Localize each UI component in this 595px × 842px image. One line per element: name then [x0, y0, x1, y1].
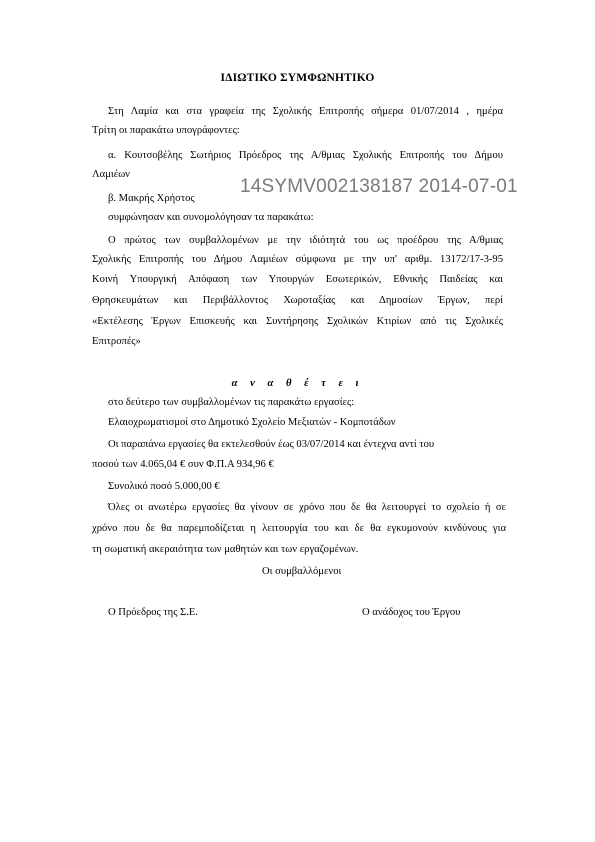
signature-left: Ο Πρόεδρος της Σ.Ε.: [108, 607, 198, 618]
first-party-line-3: Κοινή Υπουργική Απόφαση των Υπουργών Εσωτερικών, Εθνικής Παιδείας και: [92, 274, 503, 285]
party-a-line-2: Λαμιέων: [92, 169, 130, 180]
intro-line-1: Στη Λαμία και στα γραφεία της Σχολικής Επιτροπής σήμερα 01/07/2014 , ημέρα: [108, 106, 503, 117]
document-watermark: 14SYMV002138187 2014-07-01: [240, 176, 518, 197]
party-a-line-1: α. Κουτσοβέλης Σωτήριος Πρόεδρος της Α/θμιας Σχολικής Επιτροπής του Δήμου: [108, 150, 503, 161]
conditions-line-3: τη σωματική ακεραιότητα των μαθητών και των εργαζομένων.: [92, 544, 359, 555]
total-amount: Συνολικό ποσό 5.000,00 €: [108, 481, 220, 492]
conditions-line-1: Όλες οι ανωτέρω εργασίες θα γίνουν σε χρόνο που δε θα λειτουργεί το σχολείο ή σε: [108, 502, 506, 513]
first-party-line-5: «Εκτέλεσης Έργων Επισκευής και Συντήρησης Σχολικών Κτιρίων από τις Σχολικές: [92, 316, 503, 327]
agreed-line: συμφώνησαν και συνομολόγησαν τα παρακάτω:: [108, 212, 314, 223]
assigns-heading: α ν α θ έ τ ε ι: [231, 378, 364, 389]
second-party-line: στο δεύτερο των συμβαλλομένων τις παρακάτω εργασίες:: [108, 397, 355, 408]
execution-line-1: Οι παραπάνω εργασίες θα εκτελεσθούν έως 03/07/2014 και έντεχνα αντί του: [108, 439, 435, 450]
document-title: ΙΔΙΩΤΙΚΟ ΣΥΜΦΩΝΗΤΙΚΟ: [220, 72, 375, 84]
intro-line-2: Τρίτη οι παρακάτω υπογράφοντες:: [92, 125, 240, 136]
first-party-line-1: Ο πρώτος των συμβαλλομένων με την ιδιότητά του ως προέδρου της Α/θμιας: [108, 235, 503, 246]
first-party-line-6: Επιτροπές»: [92, 336, 141, 347]
contracting-parties: Οι συμβαλλόμενοι: [262, 566, 342, 577]
first-party-line-2: Σχολικής Επιτροπής του Δήμου Λαμιέων σύμφωνα με την υπ' αριθμ. 13172/17-3-95: [92, 254, 503, 265]
first-party-line-4: Θρησκευμάτων και Περιβάλλοντος Χωροταξίας και Δημοσίων Έργων, περί: [92, 295, 503, 306]
signature-right: Ο ανάδοχος του Έργου: [362, 607, 461, 618]
work-description: Ελαιοχρωματισμοί στο Δημοτικό Σχολείο Μεξιατών - Κομποτάδων: [108, 417, 396, 428]
conditions-line-2: χρόνο που δε θα παρεμποδίζεται η λειτουργία του και δε θα εγκυμονούν κινδύνους για: [92, 523, 506, 534]
party-b: β. Μακρής Χρήστος: [108, 193, 195, 204]
execution-line-2: ποσού των 4.065,04 € συν Φ.Π.Α 934,96 €: [92, 459, 274, 470]
